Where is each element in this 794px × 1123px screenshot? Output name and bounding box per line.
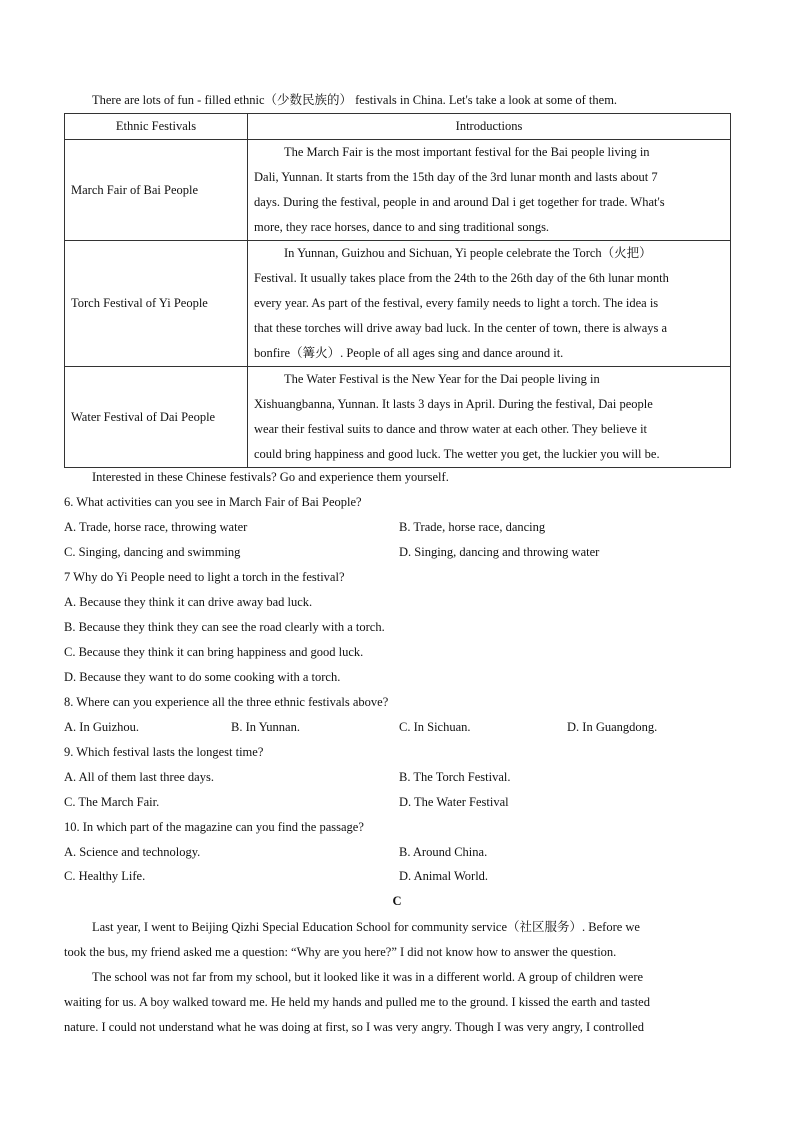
q7-option-d: D. Because they want to do some cooking with a torch. <box>64 670 341 684</box>
festival-intro <box>248 367 731 468</box>
passage-line: The school was not far from my school, but it looked like it was in a different world. A group of children were <box>92 970 644 984</box>
table-row <box>65 367 731 468</box>
festival-intro <box>248 241 731 367</box>
intro-text-line: The Water Festival is the New Year for the Dai people living in <box>284 372 600 386</box>
intro-text-line: Festival. It usually takes place from the 24th to the 26th day of the 6th lunar month <box>254 271 669 285</box>
q8-option-c: C. In Sichuan. <box>399 720 471 734</box>
intro-text-line: bonfire（篝火）. People of all ages sing and dance around it. <box>254 346 564 360</box>
intro-text-line: In Yunnan, Guizhou and Sichuan, Yi people celebrate the Torch（火把） <box>284 246 652 260</box>
passage-line: Last year, I went to Beijing Qizhi Special Education School for community service（社区服务）. Before we <box>92 920 640 934</box>
intro-text-line: days. During the festival, people in and around Dal i get together for trade. What's <box>254 195 665 209</box>
q7-option-c: C. Because they think it can bring happiness and good luck. <box>64 645 364 659</box>
q6-option-c: C. Singing, dancing and swimming <box>64 545 241 559</box>
table-header-festivals: Ethnic Festivals <box>65 114 248 140</box>
intro-text-line: more, they race horses, dance to and sing traditional songs. <box>254 220 550 234</box>
closing-line: Interested in these Chinese festivals? Go and experience them yourself. <box>92 470 449 484</box>
q8-option-d: D. In Guangdong. <box>567 720 658 734</box>
table-header-row <box>65 114 731 140</box>
intro-text-line: Xishuangbanna, Yunnan. It lasts 3 days in April. During the festival, Dai people <box>254 397 653 411</box>
table-row <box>65 241 731 367</box>
passage-line: waiting for us. A boy walked toward me. He held my hands and pulled me to the ground. I kissed the earth and tasted <box>64 995 650 1009</box>
q8-option-b: B. In Yunnan. <box>231 720 300 734</box>
q9-option-d: D. The Water Festival <box>399 795 509 809</box>
question-7: 7 Why do Yi People need to light a torch in the festival? <box>64 570 345 584</box>
festival-name: Water Festival of Dai People <box>65 367 248 468</box>
q9-option-a: A. All of them last three days. <box>64 770 214 784</box>
question-8: 8. Where can you experience all the three ethnic festivals above? <box>64 695 389 709</box>
intro-line: There are lots of fun - filled ethnic（少数民族的） festivals in China. Let's take a look at some of them. <box>92 93 618 107</box>
section-c-label: C <box>392 894 402 908</box>
q9-option-c: C. The March Fair. <box>64 795 160 809</box>
intro-text-line: that these torches will drive away bad luck. In the center of town, there is always a <box>254 321 668 335</box>
q7-option-a: A. Because they think it can drive away bad luck. <box>64 595 313 609</box>
q10-option-c: C. Healthy Life. <box>64 869 146 883</box>
intro-text-line: Dali, Yunnan. It starts from the 15th day of the 3rd lunar month and lasts about 7 <box>254 170 658 184</box>
q8-option-a: A. In Guizhou. <box>64 720 139 734</box>
q6-option-d: D. Singing, dancing and throwing water <box>399 545 600 559</box>
q6-option-b: B. Trade, horse race, dancing <box>399 520 546 534</box>
q10-option-b: B. Around China. <box>399 845 488 859</box>
intro-text-line: The March Fair is the most important festival for the Bai people living in <box>284 145 650 159</box>
festival-intro <box>248 140 731 241</box>
q10-option-d: D. Animal World. <box>399 869 489 883</box>
table-header-introductions: Introductions <box>248 114 731 140</box>
passage-line: nature. I could not understand what he was doing at first, so I was very angry. Though I was very angry, I controlled <box>64 1020 644 1034</box>
table-row <box>65 140 731 241</box>
festival-name: March Fair of Bai People <box>65 140 248 241</box>
q6-option-a: A. Trade, horse race, throwing water <box>64 520 248 534</box>
intro-text-line: wear their festival suits to dance and throw water at each other. They believe it <box>254 422 648 436</box>
question-9: 9. Which festival lasts the longest time? <box>64 745 264 759</box>
passage-line: took the bus, my friend asked me a question: “Why are you here?” I did not know how to answer the question. <box>64 945 617 959</box>
q10-option-a: A. Science and technology. <box>64 845 201 859</box>
question-10: 10. In which part of the magazine can you find the passage? <box>64 820 364 834</box>
q9-option-b: B. The Torch Festival. <box>399 770 511 784</box>
intro-text-line: every year. As part of the festival, every family needs to light a torch. The idea is <box>254 296 659 310</box>
question-6: 6. What activities can you see in March Fair of Bai People? <box>64 495 362 509</box>
intro-text-line: could bring happiness and good luck. The wetter you get, the luckier you will be. <box>254 447 660 461</box>
q7-option-b: B. Because they think they can see the road clearly with a torch. <box>64 620 385 634</box>
festival-name: Torch Festival of Yi People <box>65 241 248 367</box>
festival-table <box>64 113 731 468</box>
